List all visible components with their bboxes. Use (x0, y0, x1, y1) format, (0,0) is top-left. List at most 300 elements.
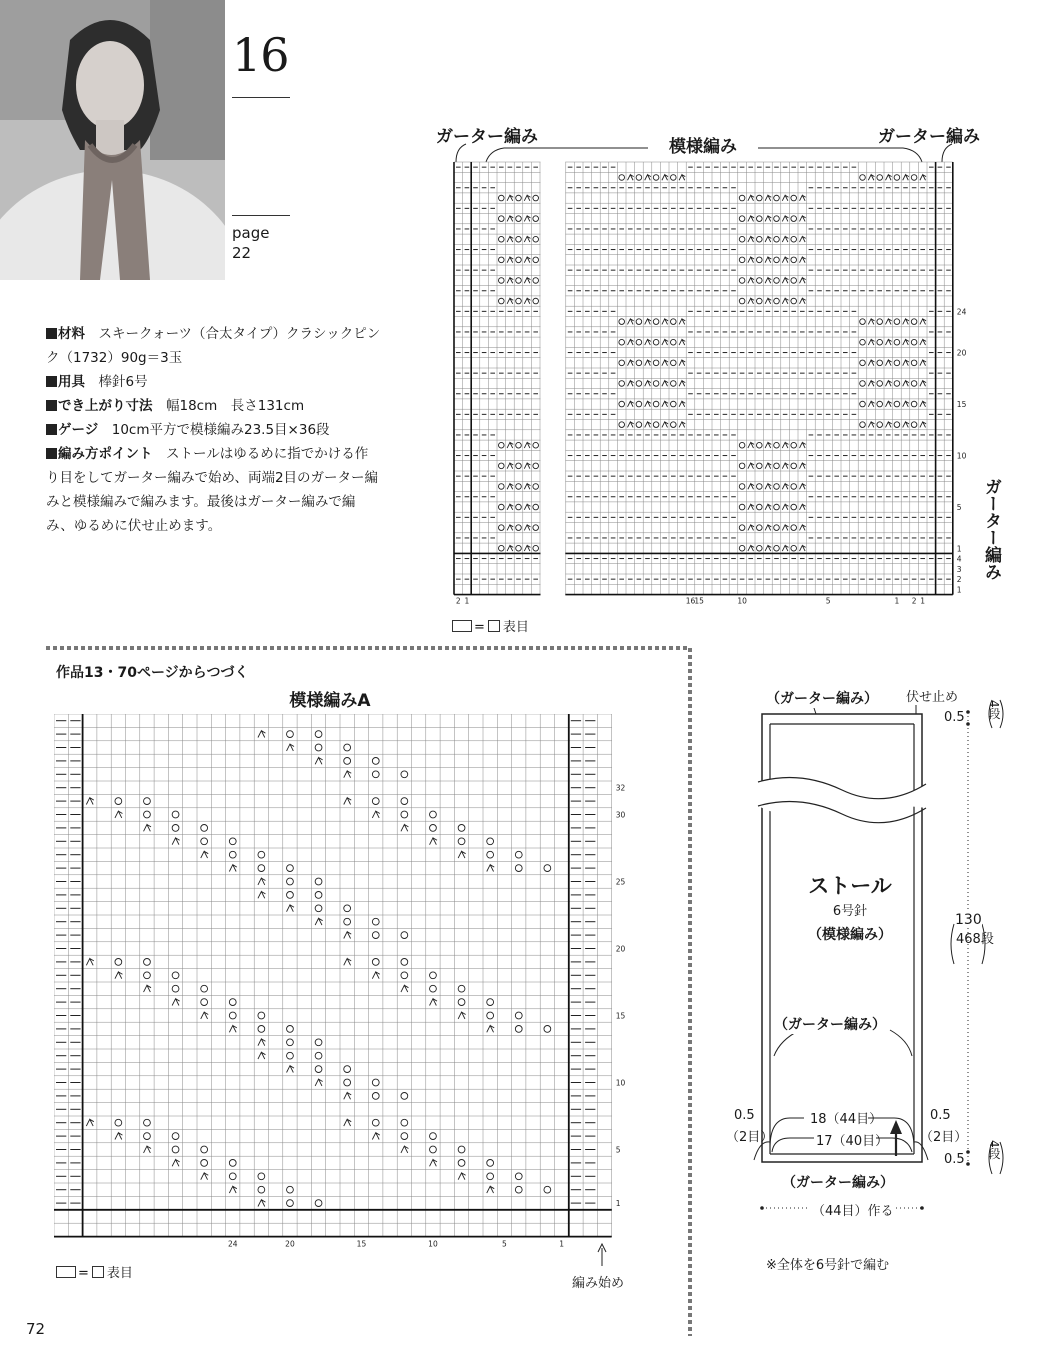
yarn-over-symbol (144, 972, 151, 979)
decrease-symbol (782, 442, 788, 448)
decrease-symbol (886, 422, 892, 428)
yarn-over-symbol (636, 175, 642, 181)
decrease-symbol (458, 851, 465, 858)
page-ref-rule (232, 215, 290, 216)
decrease-symbol (868, 422, 874, 428)
chart16-legend: = 表目 (452, 616, 529, 635)
yarn-over-symbol (533, 463, 539, 469)
yarn-over-symbol (653, 339, 659, 345)
decrease-symbol (920, 319, 926, 325)
legend-empty-box-icon (452, 620, 472, 632)
yarn-over-symbol (911, 401, 917, 407)
yarn-over-symbol (172, 972, 179, 979)
decrease-symbol (903, 381, 909, 387)
bullet-square-icon (46, 376, 57, 387)
decrease-symbol (800, 545, 806, 551)
decrease-symbol (886, 360, 892, 366)
yarn-over-symbol (499, 463, 505, 469)
decrease-symbol (287, 1066, 294, 1073)
yarn-over-symbol (911, 422, 917, 428)
decrease-symbol (524, 298, 530, 304)
decrease-symbol (765, 442, 771, 448)
decrease-symbol (487, 1026, 494, 1033)
yarn-over-symbol (860, 319, 866, 325)
decrease-symbol (524, 484, 530, 490)
yarn-over-symbol (791, 463, 797, 469)
decrease-symbol (287, 905, 294, 912)
yarn-over-symbol (144, 798, 151, 805)
decrease-symbol (800, 484, 806, 490)
decrease-symbol (920, 381, 926, 387)
chart-a-column-number: 1 (559, 1239, 565, 1249)
decrease-symbol (645, 175, 651, 181)
yarn-over-symbol (499, 545, 505, 551)
yarn-over-symbol (653, 175, 659, 181)
decrease-symbol (115, 1133, 122, 1140)
decrease-symbol (903, 175, 909, 181)
chart-a-legend: = 表目 (56, 1262, 133, 1281)
decrease-symbol (782, 216, 788, 222)
diagram-title: ストール (808, 874, 892, 898)
decrease-symbol (507, 236, 513, 242)
yarn-over-symbol (653, 422, 659, 428)
decrease-symbol (868, 401, 874, 407)
chart16-column-number: 1 (894, 596, 900, 606)
yarn-over-symbol (315, 731, 322, 738)
decrease-symbol (748, 463, 754, 469)
decrease-symbol (748, 257, 754, 263)
yarn-over-symbol (774, 298, 780, 304)
yarn-over-symbol (430, 1146, 437, 1153)
decrease-symbol (645, 401, 651, 407)
yarn-over-symbol (372, 758, 379, 765)
decrease-symbol (628, 381, 634, 387)
diagram-note: ※全体を6号針で編む (766, 1254, 889, 1273)
yarn-over-symbol (499, 504, 505, 510)
yarn-over-symbol (774, 216, 780, 222)
yarn-over-symbol (315, 878, 322, 885)
decrease-symbol (507, 257, 513, 263)
decrease-symbol (524, 525, 530, 531)
yarn-over-symbol (401, 1093, 408, 1100)
yarn-over-symbol (894, 175, 900, 181)
decrease-symbol (115, 811, 122, 818)
yarn-over-symbol (516, 525, 522, 531)
chart16-column-number: 2 (455, 596, 461, 606)
yarn-over-symbol (229, 999, 236, 1006)
decrease-symbol (315, 758, 322, 765)
yarn-over-symbol (619, 339, 625, 345)
decrease-symbol (628, 175, 634, 181)
chart-a-column-number: 24 (227, 1239, 238, 1249)
yarn-over-symbol (229, 1012, 236, 1019)
diagram-top-garter: （ガーター編み） (766, 688, 878, 708)
yarn-over-symbol (401, 1133, 408, 1140)
yarn-over-symbol (757, 236, 763, 242)
yarn-over-symbol (115, 959, 122, 966)
yarn-over-symbol (499, 442, 505, 448)
decrease-symbol (765, 525, 771, 531)
yarn-over-symbol (653, 319, 659, 325)
yarn-over-symbol (344, 1079, 351, 1086)
decrease-symbol (679, 319, 685, 325)
yarn-over-symbol (533, 298, 539, 304)
decrease-symbol (765, 195, 771, 201)
decrease-symbol (886, 401, 892, 407)
chart16-brackets (456, 144, 952, 162)
decrease-symbol (258, 892, 265, 899)
diagram-bottom-height: 0.5 (944, 1152, 965, 1167)
yarn-over-symbol (636, 319, 642, 325)
decrease-symbol (144, 985, 151, 992)
decrease-symbol (628, 401, 634, 407)
yarn-over-symbol (201, 985, 208, 992)
yarn-over-symbol (430, 985, 437, 992)
yarn-over-symbol (401, 932, 408, 939)
yarn-over-symbol (315, 905, 322, 912)
yarn-over-symbol (499, 525, 505, 531)
chart-a-title: 模様編みA (220, 686, 440, 711)
yarn-over-symbol (344, 905, 351, 912)
yarn-over-symbol (544, 1186, 551, 1193)
yarn-over-symbol (344, 744, 351, 751)
yarn-over-symbol (172, 825, 179, 832)
yarn-over-symbol (757, 195, 763, 201)
decrease-symbol (144, 825, 151, 832)
yarn-over-symbol (619, 381, 625, 387)
yarn-over-symbol (791, 216, 797, 222)
decrease-symbol (903, 422, 909, 428)
yarn-over-symbol (860, 422, 866, 428)
diagram-side-right: 0.5 (930, 1108, 951, 1123)
decrease-symbol (258, 731, 265, 738)
yarn-over-symbol (201, 825, 208, 832)
chart16-column-number: 16 (685, 596, 696, 606)
decrease-symbol (401, 825, 408, 832)
decrease-symbol (662, 422, 668, 428)
info-finished-size: でき上がり寸法 幅18cm 長さ131cm (46, 394, 381, 418)
chart-a-row-number: 1 (615, 1199, 621, 1209)
yarn-over-symbol (487, 999, 494, 1006)
yarn-over-symbol (653, 381, 659, 387)
chart16-row-number: 24 (956, 307, 967, 317)
decrease-symbol (507, 216, 513, 222)
info-materials: 材料 スキークォーツ（合太タイプ）クラシックピンク（1732）90g＝3玉 (46, 326, 381, 366)
yarn-over-symbol (911, 360, 917, 366)
yarn-over-symbol (791, 525, 797, 531)
yarn-over-symbol (458, 1160, 465, 1167)
chart16-column-number: 10 (737, 596, 747, 606)
yarn-over-symbol (372, 959, 379, 966)
yarn-over-symbol (515, 1173, 522, 1180)
yarn-over-symbol (877, 401, 883, 407)
chart-a-row-number: 25 (615, 877, 626, 887)
decrease-symbol (430, 999, 437, 1006)
decrease-symbol (662, 175, 668, 181)
legend-knit-box-icon (488, 620, 500, 632)
yarn-over-symbol (619, 175, 625, 181)
decrease-symbol (800, 257, 806, 263)
yarn-over-symbol (619, 401, 625, 407)
yarn-over-symbol (287, 892, 294, 899)
yarn-over-symbol (487, 851, 494, 858)
yarn-over-symbol (516, 504, 522, 510)
yarn-over-symbol (653, 360, 659, 366)
yarn-over-symbol (487, 1160, 494, 1167)
decrease-symbol (372, 1133, 379, 1140)
chart16-label-garter-left: ガーター編み (424, 122, 550, 147)
decrease-symbol (748, 504, 754, 510)
decrease-symbol (372, 972, 379, 979)
yarn-over-symbol (287, 1052, 294, 1059)
yarn-over-symbol (372, 932, 379, 939)
page-ref-label: page (232, 224, 270, 242)
decrease-symbol (782, 525, 788, 531)
decrease-symbol (258, 1052, 265, 1059)
decrease-symbol (800, 236, 806, 242)
chart16-column-number: 5 (825, 596, 831, 606)
yarn-over-symbol (287, 1026, 294, 1033)
decrease-symbol (430, 1160, 437, 1167)
yarn-over-symbol (757, 257, 763, 263)
decrease-symbol (628, 319, 634, 325)
yarn-over-symbol (860, 401, 866, 407)
decrease-symbol (172, 1160, 179, 1167)
decrease-symbol (344, 959, 351, 966)
yarn-over-symbol (791, 298, 797, 304)
chart16-column-number: 1 (464, 596, 470, 606)
yarn-over-symbol (516, 216, 522, 222)
decrease-symbol (430, 838, 437, 845)
decrease-symbol (507, 195, 513, 201)
chart-a-column-number: 5 (502, 1239, 507, 1249)
yarn-over-symbol (877, 381, 883, 387)
yarn-over-symbol (757, 504, 763, 510)
decrease-symbol (800, 195, 806, 201)
yarn-over-symbol (315, 1052, 322, 1059)
yarn-over-symbol (499, 484, 505, 490)
yarn-over-symbol (911, 339, 917, 345)
decrease-symbol (920, 360, 926, 366)
yarn-over-symbol (739, 216, 745, 222)
page-ref-number: 22 (232, 244, 252, 262)
chart-a-row-number: 5 (615, 1145, 621, 1155)
yarn-over-symbol (533, 545, 539, 551)
chart-a-column-number: 15 (356, 1239, 367, 1249)
diagram-side-right-stitches: （2目） (920, 1130, 968, 1145)
yarn-over-symbol (791, 442, 797, 448)
chart16-row-number: 1 (956, 544, 962, 554)
decrease-symbol (903, 360, 909, 366)
yarn-over-symbol (172, 985, 179, 992)
yarn-over-symbol (516, 257, 522, 263)
decrease-symbol (507, 442, 513, 448)
yarn-over-symbol (544, 865, 551, 872)
decrease-symbol (401, 1146, 408, 1153)
decrease-symbol (258, 1039, 265, 1046)
diagram-length: 130 (955, 912, 982, 928)
yarn-over-symbol (516, 278, 522, 284)
yarn-over-symbol (894, 339, 900, 345)
yarn-over-symbol (757, 216, 763, 222)
yarn-over-symbol (877, 339, 883, 345)
yarn-over-symbol (653, 401, 659, 407)
diagram-side-left-stitches: （2目） (726, 1130, 774, 1145)
yarn-over-symbol (544, 1026, 551, 1033)
yarn-over-symbol (894, 401, 900, 407)
chart16-row-number: 4 (956, 554, 962, 564)
decrease-symbol (315, 918, 322, 925)
yarn-over-symbol (287, 865, 294, 872)
yarn-over-symbol (636, 401, 642, 407)
decrease-symbol (782, 278, 788, 284)
yarn-over-symbol (487, 1173, 494, 1180)
decrease-symbol (507, 298, 513, 304)
yarn-over-symbol (499, 298, 505, 304)
yarn-over-symbol (757, 484, 763, 490)
decrease-symbol (782, 545, 788, 551)
yarn-over-symbol (144, 811, 151, 818)
yarn-over-symbol (671, 175, 677, 181)
decrease-symbol (524, 504, 530, 510)
decrease-symbol (868, 339, 874, 345)
legend-knit-box-icon (92, 1266, 104, 1278)
decrease-symbol (920, 422, 926, 428)
yarn-over-symbol (458, 985, 465, 992)
decrease-symbol (344, 932, 351, 939)
decrease-symbol (679, 381, 685, 387)
yarn-over-symbol (499, 278, 505, 284)
yarn-over-symbol (739, 504, 745, 510)
continue-heading: 作品13・70ページからつづく (56, 665, 249, 681)
decrease-symbol (765, 463, 771, 469)
yarn-over-symbol (430, 972, 437, 979)
yarn-over-symbol (372, 1119, 379, 1126)
decrease-symbol (800, 278, 806, 284)
decrease-symbol (524, 463, 530, 469)
yarn-over-symbol (894, 422, 900, 428)
chart16-row-number: 3 (956, 564, 962, 574)
yarn-over-symbol (636, 339, 642, 345)
decrease-symbol (287, 744, 294, 751)
decrease-symbol (662, 360, 668, 366)
omitted-columns-gap (541, 161, 566, 596)
decrease-symbol (903, 401, 909, 407)
chart16-column-number: 1 (920, 596, 926, 606)
decrease-symbol (886, 339, 892, 345)
yarn-over-symbol (144, 959, 151, 966)
yarn-over-symbol (757, 545, 763, 551)
yarn-over-symbol (172, 1133, 179, 1140)
decrease-symbol (507, 545, 513, 551)
decrease-symbol (172, 838, 179, 845)
decrease-symbol (765, 504, 771, 510)
decrease-symbol (628, 339, 634, 345)
decrease-symbol (800, 525, 806, 531)
yarn-over-symbol (533, 442, 539, 448)
yarn-over-symbol (894, 381, 900, 387)
decrease-symbol (507, 278, 513, 284)
decrease-symbol (344, 798, 351, 805)
decrease-symbol (144, 1146, 151, 1153)
decrease-symbol (800, 298, 806, 304)
decrease-symbol (524, 195, 530, 201)
decrease-symbol (645, 360, 651, 366)
decrease-symbol (868, 360, 874, 366)
yarn-over-symbol (671, 360, 677, 366)
diagram-side-left: 0.5 (734, 1108, 755, 1123)
yarn-over-symbol (516, 195, 522, 201)
decrease-symbol (645, 339, 651, 345)
yarn-over-symbol (791, 484, 797, 490)
decrease-symbol (782, 463, 788, 469)
diagram-pattern-width: 17（40目） (816, 1134, 889, 1149)
yarn-over-symbol (619, 422, 625, 428)
yarn-over-symbol (458, 825, 465, 832)
decrease-symbol (782, 484, 788, 490)
decrease-symbol (662, 319, 668, 325)
decrease-symbol (524, 216, 530, 222)
diagram-bind-off: 伏せ止め (906, 686, 958, 705)
yarn-over-symbol (516, 545, 522, 551)
yarn-over-symbol (739, 525, 745, 531)
decrease-symbol (679, 401, 685, 407)
decrease-symbol (645, 319, 651, 325)
yarn-over-symbol (533, 504, 539, 510)
decrease-symbol (920, 339, 926, 345)
chart16-row-number: 15 (956, 400, 967, 410)
yarn-over-symbol (739, 278, 745, 284)
decrease-symbol (258, 1200, 265, 1207)
decrease-symbol (229, 865, 236, 872)
legend-empty-box-icon (56, 1266, 76, 1278)
yarn-over-symbol (115, 798, 122, 805)
diagram-top-height: 0.5 (944, 710, 965, 725)
yarn-over-symbol (144, 1119, 151, 1126)
decrease-symbol (868, 319, 874, 325)
decrease-symbol (86, 959, 93, 966)
yarn-over-symbol (372, 918, 379, 925)
yarn-over-symbol (911, 175, 917, 181)
yarn-over-symbol (172, 1146, 179, 1153)
yarn-over-symbol (671, 339, 677, 345)
decrease-symbol (524, 236, 530, 242)
yarn-over-symbol (533, 484, 539, 490)
yarn-over-symbol (516, 463, 522, 469)
decrease-symbol (679, 360, 685, 366)
yarn-over-symbol (636, 422, 642, 428)
yarn-over-symbol (258, 851, 265, 858)
yarn-over-symbol (499, 236, 505, 242)
yarn-over-symbol (458, 838, 465, 845)
decrease-symbol (115, 972, 122, 979)
yarn-over-symbol (774, 484, 780, 490)
yarn-over-symbol (287, 878, 294, 885)
decrease-symbol (748, 278, 754, 284)
yarn-over-symbol (229, 838, 236, 845)
info-gauge: ゲージ 10cm平方で模様編み23.5目×36段 (46, 418, 381, 442)
diagram-middle-garter: （ガーター編み） (774, 1014, 886, 1034)
yarn-over-symbol (774, 525, 780, 531)
chart16-row-number: 5 (956, 503, 962, 513)
yarn-over-symbol (258, 1173, 265, 1180)
yarn-over-symbol (911, 319, 917, 325)
decrease-symbol (748, 195, 754, 201)
decrease-symbol (229, 1026, 236, 1033)
bullet-square-icon (46, 400, 57, 411)
decrease-symbol (782, 236, 788, 242)
yarn-over-symbol (877, 319, 883, 325)
